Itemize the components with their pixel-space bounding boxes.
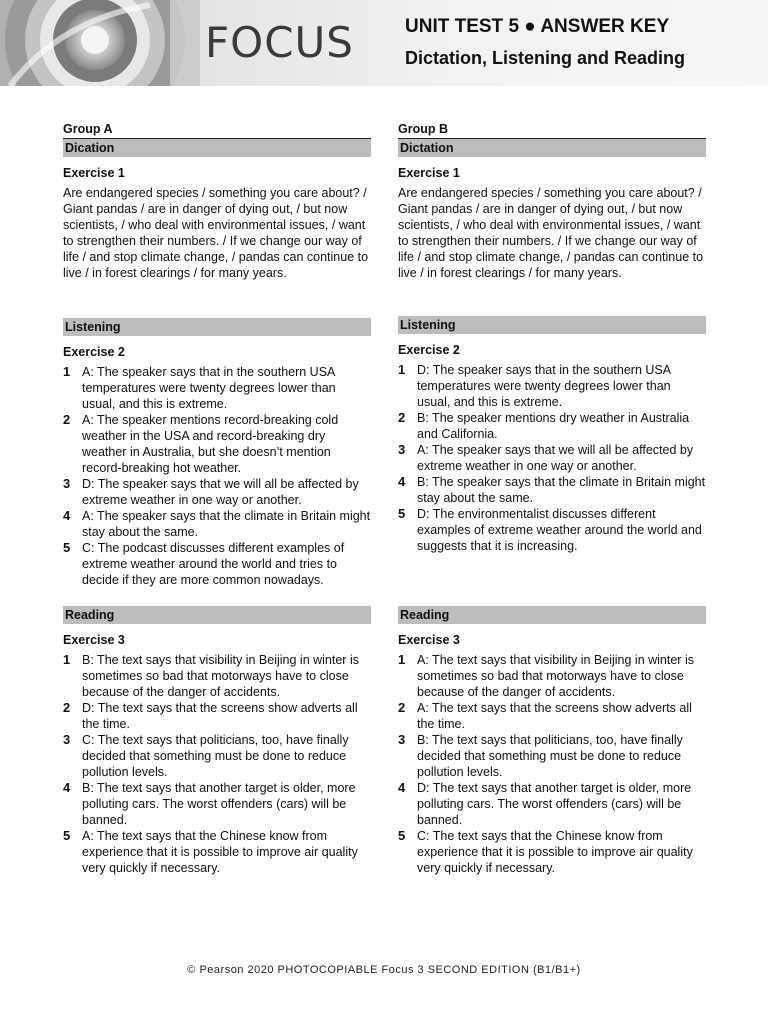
group-a-listening-list: [63, 364, 371, 588]
list-item: 4 A: The speaker says that the climate in Britain might stay about the same.: [63, 508, 371, 539]
group-b-reading-heading: Reading: [398, 606, 706, 624]
group-a-dictation-heading: Dication: [63, 139, 371, 157]
group-a-dictation-text: Are endangered species / something you care about? / Giant pandas / are in danger of dying out, / but now scientists, / who deal with environmental issues, / want to strengthen their numbers. / If we change our way of life / and stop climate change, / pandas can continue to live / in forest clearings / for many years.: [63, 186, 369, 280]
group-a-column: [63, 121, 371, 876]
group-b-listening-list: [398, 362, 706, 554]
list-item: 2 A: The text says that the screens show adverts all the time.: [398, 700, 692, 731]
group-b-exercise-2-title: Exercise 2: [398, 343, 460, 357]
list-item: 2 D: The text says that the screens show adverts all the time.: [63, 700, 358, 731]
group-b-exercise-3-title: Exercise 3: [398, 633, 460, 647]
group-a-reading-heading: Reading: [63, 606, 371, 624]
brand-logo-text: FOCUS: [205, 18, 354, 67]
group-a-exercise-2-title: Exercise 2: [63, 345, 125, 359]
list-item: 4 B: The speaker says that the climate in Britain might stay about the same.: [398, 474, 706, 505]
group-b-dictation-text: Are endangered species / something you care about? / Giant pandas / are in danger of dying out, / but now scientists, / who deal with environmental issues, / want to strengthen their numbers. / If we change our way of life / and stop climate change, / pandas can continue to live / in forest clearings / for many years.: [398, 186, 704, 280]
list-item: 2 B: The speaker mentions dry weather in Australia and California.: [398, 410, 690, 441]
page-footer: © Pearson 2020 PHOTOCOPIABLE Focus 3 SECOND EDITION (B1/B1+): [187, 964, 581, 976]
group-a-label: Group A: [63, 121, 371, 139]
list-item: 5 D: The environmentalist discusses different examples of extreme weather around the world and suggests that it is increasing.: [398, 506, 702, 553]
list-item: 1 A: The text says that visibility in Beijing in winter is sometimes so bad that motorways have to close because of the danger of accidents.: [398, 652, 694, 699]
group-a-exercise-1-title: Exercise 1: [63, 166, 125, 180]
list-item: 1 A: The speaker says that in the southern USA temperatures were twenty degrees lower than usual, and this is extreme.: [63, 364, 336, 411]
list-item: 1 D: The speaker says that in the southern USA temperatures were twenty degrees lower than usual, and this is extreme.: [398, 362, 671, 409]
list-item: 4 B: The text says that another target is older, more polluting cars. The worst offenders (cars) will be banned.: [63, 780, 356, 827]
group-b-dictation-heading: Dictation: [398, 139, 706, 157]
group-b-reading-list: [398, 652, 706, 876]
list-item: 2 A: The speaker mentions record-breaking cold weather in the USA and record-breaking dry weather in Australia, but she doesn’t mention record-breaking hot weather.: [63, 412, 339, 475]
list-item: 1 B: The text says that visibility in Beijing in winter is sometimes so bad that motorways have to close because of the danger of accidents.: [63, 652, 359, 699]
list-item: 3 C: The text says that politicians, too, have finally decided that something must be done to reduce pollution levels.: [63, 732, 349, 779]
group-a-listening-heading: Listening: [63, 318, 371, 336]
group-a-reading-list: [63, 652, 371, 876]
page-title: UNIT TEST 5 ● ANSWER KEY: [405, 16, 670, 37]
group-b-label: Group B: [398, 121, 706, 139]
page-subtitle: Dictation, Listening and Reading: [405, 48, 686, 68]
list-item: 5 A: The text says that the Chinese know from experience that it is possible to improve air quality very quickly if necessary.: [63, 828, 358, 875]
list-item: 3 A: The speaker says that we will all be affected by extreme weather in one way or another.: [398, 442, 694, 473]
list-item: 3 D: The speaker says that we will all be affected by extreme weather in one way or another.: [63, 476, 359, 507]
group-b-column: [398, 121, 706, 876]
page-header: [0, 0, 768, 86]
group-b-exercise-1-title: Exercise 1: [398, 166, 460, 180]
group-a-exercise-3-title: Exercise 3: [63, 633, 125, 647]
group-b-listening-heading: Listening: [398, 316, 706, 334]
list-item: 3 B: The text says that politicians, too, have finally decided that something must be done to reduce pollution levels.: [398, 732, 683, 779]
list-item: 5 C: The podcast discusses different examples of extreme weather around the world and tries to decide if they are more common nowadays.: [63, 540, 345, 587]
focus-logo-icon: [0, 0, 200, 86]
list-item: 5 C: The text says that the Chinese know from experience that it is possible to improve air quality very quickly if necessary.: [398, 828, 693, 875]
list-item: 4 D: The text says that another target is older, more polluting cars. The worst offenders (cars) will be banned.: [398, 780, 692, 827]
